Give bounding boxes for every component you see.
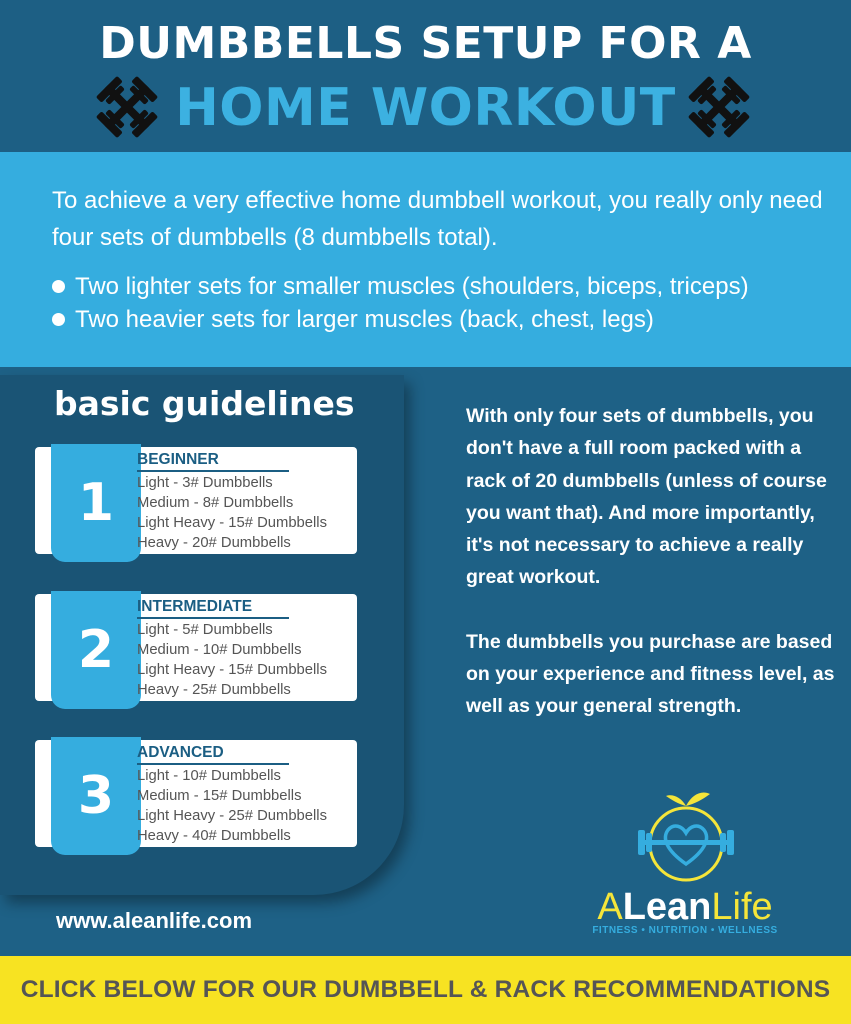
brand-name — [580, 886, 790, 929]
level-number: 2 — [51, 591, 141, 709]
level-items — [137, 473, 359, 553]
level-card-advanced — [35, 740, 357, 847]
header — [0, 0, 851, 152]
level-item: Medium - 10# Dumbbells — [137, 642, 302, 658]
brand-lean: Lean — [622, 886, 712, 928]
level-item: Light Heavy - 25# Dumbbells — [137, 808, 327, 824]
bullet-dot-icon — [52, 313, 65, 326]
cta-banner[interactable] — [0, 956, 851, 1024]
brand-tagline: FITNESS • NUTRITION • WELLNESS — [592, 925, 778, 936]
crossed-dumbbells-icon — [92, 72, 162, 142]
brand-a: A — [597, 886, 623, 928]
bullet-list — [52, 270, 832, 336]
level-item: Light Heavy - 15# Dumbbells — [137, 662, 327, 678]
level-card-intermediate — [35, 594, 357, 701]
bullet-dot-icon — [52, 280, 65, 293]
level-item: Light - 5# Dumbbells — [137, 622, 273, 638]
crossed-dumbbells-icon — [684, 72, 754, 142]
website-link[interactable]: www.aleanlife.com — [56, 908, 253, 933]
level-item: Light Heavy - 15# Dumbbells — [137, 515, 327, 531]
level-name: ADVANCED — [137, 744, 289, 765]
cta-text[interactable]: CLICK BELOW FOR OUR DUMBBELL & RACK RECOMMENDATIONS — [20, 976, 831, 1003]
title-line-2: HOME WORKOUT — [175, 78, 676, 138]
level-items — [137, 620, 359, 700]
level-number: 1 — [51, 444, 141, 562]
bullet-text: Two heavier sets for larger muscles (back, chest, legs) — [75, 306, 654, 333]
guidelines-title: basic guidelines — [54, 384, 355, 423]
bullet-item — [52, 303, 832, 336]
bullet-text: Two lighter sets for smaller muscles (shoulders, biceps, triceps) — [75, 273, 749, 300]
intro-section — [0, 152, 851, 367]
level-item: Heavy - 40# Dumbbells — [137, 828, 291, 844]
level-number: 3 — [51, 737, 141, 855]
right-column-text — [466, 400, 841, 755]
paragraph-2: The dumbbells you purchase are based on your experience and fitness level, as well as your general strength. — [466, 630, 835, 718]
level-card-beginner — [35, 447, 357, 554]
level-item: Medium - 15# Dumbbells — [137, 788, 302, 804]
paragraph-1: With only four sets of dumbbells, you don't have a full room packed with a rack of 20 dumbbells (unless of course you want that). And more importantly, it's not necessary to achieve a really great workout. — [466, 405, 827, 589]
bullet-item — [52, 270, 832, 303]
level-item: Light - 10# Dumbbells — [137, 768, 281, 784]
level-name: INTERMEDIATE — [137, 598, 289, 619]
level-items — [137, 766, 359, 846]
level-name: BEGINNER — [137, 451, 289, 472]
level-item: Heavy - 20# Dumbbells — [137, 535, 291, 551]
level-item: Light - 3# Dumbbells — [137, 475, 273, 491]
apple-heart-dumbbell-logo — [636, 788, 736, 888]
level-item: Heavy - 25# Dumbbells — [137, 682, 291, 698]
level-item: Medium - 8# Dumbbells — [137, 495, 294, 511]
title-line-1: DUMBBELLS SETUP FOR A — [99, 18, 752, 69]
brand-life: Life — [711, 886, 773, 928]
intro-text: To achieve a very effective home dumbbell workout, you really only need four sets of dumbbells (8 dumbbells total). — [52, 187, 823, 251]
